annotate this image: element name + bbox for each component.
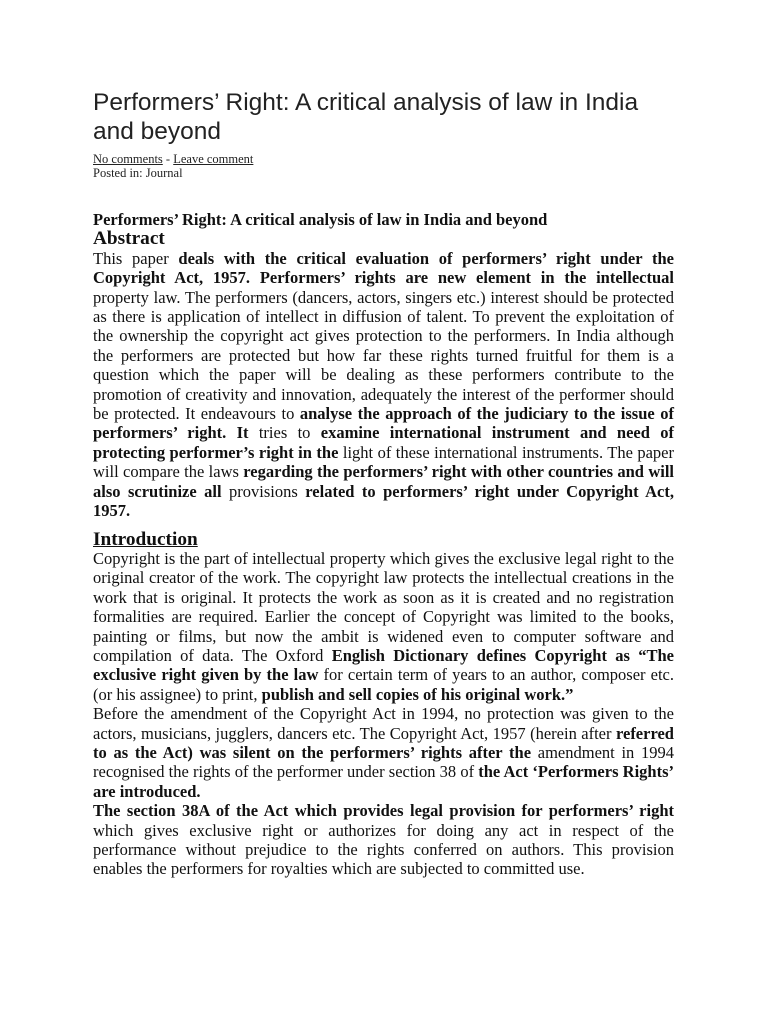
intro-paragraph-2 — [93, 704, 674, 801]
bold-text-run: English Dictionary defines Copyright as “The exclusive right given by the law — [93, 645, 674, 685]
bold-text-run: analyse the approach of the judiciary to the issue of performers’ right. It — [93, 404, 674, 443]
post-meta — [93, 152, 674, 180]
abstract-heading: Abstract — [93, 228, 165, 250]
bold-text-run: regarding the performers’ right with other countries and will also scrutinize all — [93, 462, 674, 501]
text-run: amendment in 1994 recognised the rights of the performer under section 38 of — [93, 742, 674, 782]
bold-text-run: the Act ‘Performers Rights’ are introduced. — [93, 762, 674, 801]
comment-links — [93, 152, 674, 166]
bold-text-run: examine international instrument and need of protecting performer’s right in the — [93, 423, 674, 462]
link-separator: - — [162, 152, 174, 166]
bold-text-run: The section 38A of the Act which provides legal provision for performers’ right — [93, 801, 674, 821]
bold-text-run: publish and sell copies of his original work.” — [261, 684, 574, 704]
introduction-heading: Introduction — [93, 528, 198, 550]
no-comments-link[interactable]: No comments — [93, 152, 163, 166]
article-body — [93, 210, 674, 879]
text-run: This paper — [93, 248, 179, 268]
text-run: Copyright is the part of intellectual property which gives the exclusive legal right to the original creator of the work. The copyright law protects the intellectual creations in the work that is original. It protects the work as soon as it is created and no registration formalities are required. Earlier the concept of Copyright was limited to the books, painting or films, but now the ambit is widened even to computer software and compilation of data. The Oxford — [93, 548, 674, 665]
text-run: for certain term of years to an author, composer etc. (or his assignee) to print, — [93, 665, 674, 704]
page-title: Performers’ Right: A critical analysis of law in India and beyond — [93, 89, 639, 145]
article-title: Performers’ Right: A critical analysis of law in India and beyond — [93, 210, 548, 229]
intro-paragraph-3 — [93, 801, 674, 879]
intro-paragraph-1 — [93, 549, 674, 704]
text-run: tries to — [248, 423, 321, 443]
abstract-paragraph — [93, 249, 674, 521]
bold-text-run: referred to as the Act) was silent on the performers’ rights after the — [93, 723, 674, 762]
leave-comment-link[interactable]: Leave comment — [173, 152, 254, 166]
text-run: which gives exclusive right or authorizes for doing any act in respect of the performance without prejudice to the rights conferred on authors. This provision enables the performers for royalties which are subjected to committed use. — [93, 820, 674, 879]
text-run: Before the amendment of the Copyright Act in 1994, no protection was given to the actors, musicians, jugglers, dancers etc. The Copyright Act, 1957 (herein after — [93, 704, 674, 743]
posted-in: Posted in: Journal — [93, 166, 183, 180]
text-run: provisions — [221, 481, 306, 501]
text-run: property law. The performers (dancers, actors, singers etc.) interest should be protected as there is application of intellect in diffusion of talent. To prevent the exploitation of the ownership the copyright act gives protection to the performers. In India although the performers are protected but how far these rights turned fruitful for them is a question which the paper will be dealing as these performers contribute to the promotion of creativity and innovation, adequately the interest of the performer should be protected. It endeavours to — [93, 287, 674, 424]
bold-text-run: related to performers’ right under Copyright Act, 1957. — [93, 481, 674, 521]
text-run: light of these international instruments. The paper will compare the laws — [93, 442, 675, 482]
bold-text-run: deals with the critical evaluation of performers’ right under the Copyright Act, 1957. Performers’ rights are new element in the intellectual — [93, 248, 674, 288]
